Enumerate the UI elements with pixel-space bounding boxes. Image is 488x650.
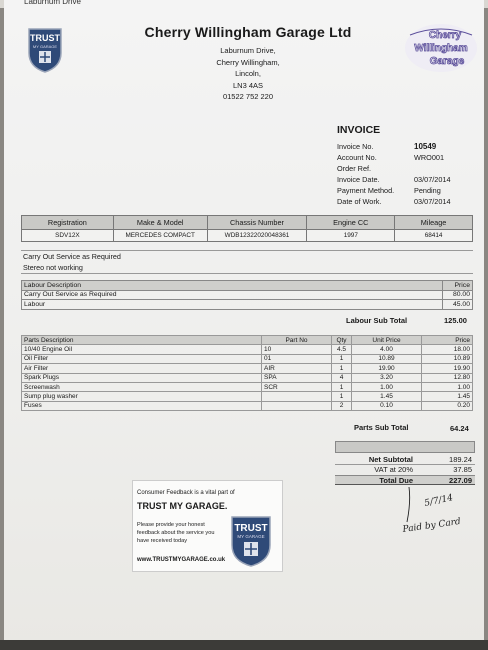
labour-table — [21, 280, 473, 310]
column-header: Price — [443, 281, 473, 291]
labour-desc: Carry Out Service as Required — [22, 290, 443, 300]
invoice-values — [414, 141, 451, 207]
table-row — [22, 382, 473, 391]
part-no: 01 — [262, 354, 332, 363]
logo-word-willingham: Willingham — [414, 43, 468, 54]
column-header: Make & Model — [113, 216, 207, 230]
invoice-number: 10549 — [414, 142, 437, 151]
make-model: MERCEDES COMPACT — [113, 230, 207, 242]
vat-value: 37.85 — [453, 465, 472, 474]
part-desc: Sump plug washer — [22, 392, 262, 401]
table-row — [22, 364, 473, 373]
totals-bar — [335, 441, 475, 453]
part-no — [262, 401, 332, 410]
invoice-label: Date of Work. — [337, 197, 382, 206]
feedback-box — [132, 480, 283, 572]
column-header: Price — [422, 336, 473, 345]
part-no: SCR — [262, 382, 332, 391]
badge-text-my-garage: MY GARAGE — [32, 44, 58, 49]
part-desc: 10/40 Engine Oil — [22, 345, 262, 354]
part-desc: Spark Plugs — [22, 373, 262, 382]
table-row — [22, 300, 473, 310]
note-line: Stereo not working — [23, 263, 83, 272]
vat-row — [335, 465, 475, 475]
address-line: LN3 4AS — [232, 80, 264, 90]
handwritten-payment-note — [399, 482, 479, 542]
invoice-label: Order Ref. — [337, 164, 372, 173]
column-header: Registration — [22, 216, 114, 230]
address-line: Laburnum Drive, — [220, 46, 276, 55]
logo-word-cherry: Cherry — [428, 30, 462, 41]
column-header: Part No — [262, 336, 332, 345]
invoice-title: INVOICE — [337, 124, 381, 136]
part-unit-price: 1.00 — [352, 382, 422, 391]
handwritten-note: Paid by Card — [402, 516, 462, 535]
table-row — [22, 290, 473, 300]
table-row — [22, 345, 473, 354]
column-header: Labour Description — [22, 281, 443, 291]
net-subtotal-label: Net Subtotal — [368, 455, 413, 464]
date-of-work: 03/07/2014 — [414, 197, 451, 206]
table-row — [22, 230, 473, 242]
note-line: Carry Out Service as Required — [23, 252, 121, 261]
part-qty: 1 — [332, 354, 352, 363]
total-due-label: Total Due — [379, 476, 413, 485]
feedback-line-2: TRUST MY GARAGE. — [137, 501, 228, 511]
labour-subtotal-value: 125.00 — [444, 316, 467, 325]
part-price: 19.90 — [422, 364, 473, 373]
part-desc: Air Filter — [22, 364, 262, 373]
part-qty: 2 — [332, 401, 352, 410]
part-price: 18.00 — [422, 345, 473, 354]
column-header: Parts Description — [22, 336, 262, 345]
address-line: Cherry Willingham, — [216, 57, 280, 67]
total-due-value: 227.09 — [449, 476, 472, 485]
mileage: 68414 — [395, 230, 473, 242]
invoice-label: Account No. — [337, 153, 377, 162]
background-bottom — [0, 640, 488, 650]
registration: SDV12X — [22, 230, 114, 242]
invoice-label: Invoice No. — [337, 142, 374, 151]
invoice-date: 03/07/2014 — [414, 175, 451, 184]
part-qty: 1 — [332, 364, 352, 373]
column-header: Qty — [332, 336, 352, 345]
labour-subtotal-label: Labour Sub Total — [346, 316, 408, 325]
account-number: WRO001 — [414, 153, 445, 162]
part-desc: Fuses — [22, 401, 262, 410]
address-line: Lincoln, — [235, 69, 261, 78]
table-row — [22, 392, 473, 401]
part-price: 1.00 — [422, 382, 473, 391]
feedback-line-1: Consumer Feedback is a vital part of — [137, 490, 235, 496]
part-price: 12.80 — [422, 373, 473, 382]
part-no — [262, 392, 332, 401]
trust-my-garage-badge-large — [229, 515, 273, 567]
feedback-line-3: Please provide your honest feedback about the service you have received today — [137, 522, 215, 544]
part-no: 10 — [262, 345, 332, 354]
badge-text-trust: TRUST — [234, 523, 268, 534]
part-price: 0.20 — [422, 401, 473, 410]
labour-price: 80.00 — [443, 290, 473, 300]
part-unit-price: 19.90 — [352, 364, 422, 373]
part-unit-price: 0.10 — [352, 401, 422, 410]
engine-cc: 1997 — [307, 230, 395, 242]
part-unit-price: 4.00 — [352, 345, 422, 354]
column-header: Chassis Number — [207, 216, 307, 230]
chassis-number: WDB12322020048361 — [207, 230, 307, 242]
cherry-willingham-logo — [404, 23, 478, 73]
invoice-label: Payment Method. — [337, 186, 395, 195]
logo-word-garage: Garage — [429, 56, 465, 67]
invoice-label: Invoice Date. — [337, 175, 380, 184]
totals-block — [335, 441, 475, 485]
badge-text-trust: TRUST — [30, 33, 60, 43]
part-qty: 4.5 — [332, 345, 352, 354]
payment-method: Pending — [414, 186, 441, 195]
column-header: Engine CC — [307, 216, 395, 230]
parts-table — [21, 335, 473, 411]
column-header: Unit Price — [352, 336, 422, 345]
job-notes — [21, 250, 473, 274]
parts-subtotal-label: Parts Sub Total — [354, 423, 409, 432]
table-row — [22, 354, 473, 363]
invoice-labels — [337, 141, 394, 207]
vehicle-table — [21, 215, 473, 242]
part-qty: 1 — [332, 392, 352, 401]
part-price: 1.45 — [422, 392, 473, 401]
labour-desc: Labour — [22, 300, 443, 310]
parts-subtotal-value: 64.24 — [450, 424, 469, 433]
part-no: SPA — [262, 373, 332, 382]
part-qty: 1 — [332, 382, 352, 391]
top-strip-text: Laburnum Drive — [24, 0, 81, 6]
table-row — [22, 373, 473, 382]
labour-price: 45.00 — [443, 300, 473, 310]
part-price: 10.89 — [422, 354, 473, 363]
part-unit-price: 1.45 — [352, 392, 422, 401]
part-unit-price: 10.89 — [352, 354, 422, 363]
vat-label: VAT at 20% — [374, 465, 413, 474]
invoice-paper — [4, 0, 484, 650]
feedback-url: www.TRUSTMYGARAGE.co.uk — [137, 557, 226, 563]
column-header: Mileage — [395, 216, 473, 230]
part-unit-price: 3.20 — [352, 373, 422, 382]
part-desc: Oil Filter — [22, 354, 262, 363]
order-ref — [414, 163, 451, 174]
part-desc: Screenwash — [22, 382, 262, 391]
part-qty: 4 — [332, 373, 352, 382]
badge-text-my-garage: MY GARAGE — [237, 534, 265, 539]
phone-number: 01522 752 220 — [222, 92, 274, 101]
table-row — [22, 401, 473, 410]
net-subtotal-row — [335, 455, 475, 465]
part-no: AIR — [262, 364, 332, 373]
net-subtotal-value: 189.24 — [449, 455, 472, 464]
handwritten-date: 5/7/14 — [423, 493, 454, 509]
company-name: Cherry Willingham Garage Ltd — [144, 24, 352, 40]
